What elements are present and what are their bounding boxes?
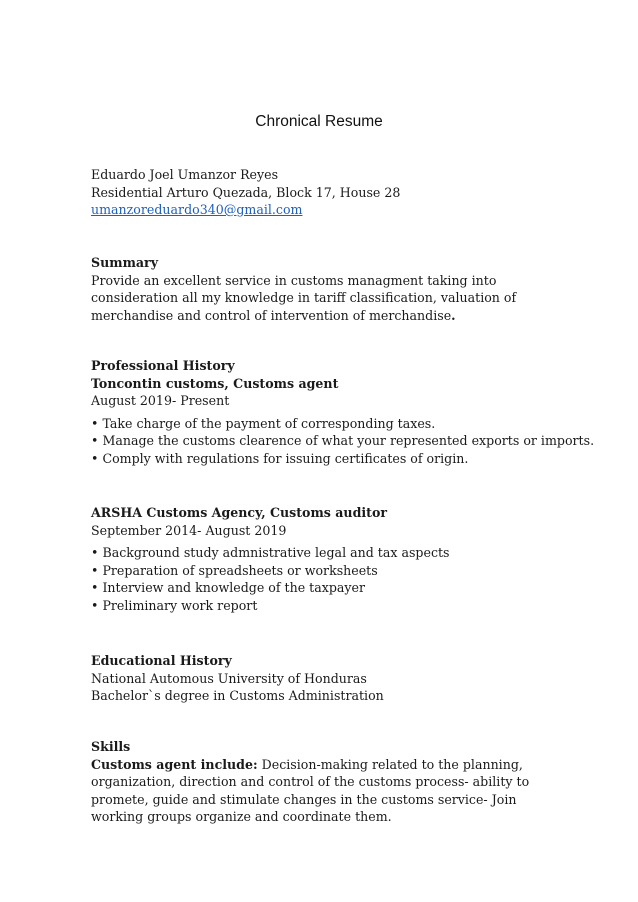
education-degree: Bachelor`s degree in Customs Administration xyxy=(91,688,384,703)
contact-name: Eduardo Joel Umanzor Reyes xyxy=(91,167,279,182)
summary-end-mark: . xyxy=(451,307,456,323)
summary-section xyxy=(91,254,551,324)
job-bullet: • Interview and knowledge of the taxpayer xyxy=(91,579,551,597)
skills-heading: Skills xyxy=(91,739,131,754)
skills-text: Decision-making related to the planning, organization, direction and control of the customs process- ability to promete, guide and stimulate changes in the customs service- Join working groups organize and coordinate them. xyxy=(91,756,530,824)
job-bullet: • Take charge of the payment of corresponding taxes. xyxy=(91,415,551,433)
contact-address: Residential Arturo Quezada, Block 17, House 28 xyxy=(91,184,401,200)
summary-text xyxy=(91,272,551,325)
job-dates: September 2014- August 2019 xyxy=(91,522,287,538)
job-bullet-list xyxy=(91,415,595,468)
summary-heading: Summary xyxy=(91,255,159,270)
professional-history-section xyxy=(91,357,595,467)
education-section xyxy=(91,652,551,705)
job-dates: August 2019- Present xyxy=(91,393,230,408)
job-bullet-list xyxy=(91,544,551,614)
job-bullet: • Background study admnistrative legal and tax aspects xyxy=(91,544,551,562)
job-title: Toncontin customs, Customs agent xyxy=(91,375,339,391)
job-title: ARSHA Customs Agency, Customs auditor xyxy=(91,505,388,520)
job-bullet: • Manage the customs clearence of what your represented exports or imports. xyxy=(91,432,551,450)
document-title: Chronical Resume xyxy=(255,113,383,130)
job-block-arsha xyxy=(91,504,551,614)
education-school: National Automous University of Honduras xyxy=(91,670,367,686)
skills-section xyxy=(91,738,551,826)
skills-paragraph xyxy=(91,756,551,826)
job-bullet: • Preliminary work report xyxy=(91,597,551,615)
professional-history-heading: Professional History xyxy=(91,358,235,373)
summary-body: Provide an excellent service in customs managment taking into consideration all my knowledge in tariff classification, valuation of merchandise and control of intervention of merchandise xyxy=(91,272,517,323)
skills-label: Customs agent include: xyxy=(91,756,258,772)
education-heading: Educational History xyxy=(91,653,232,668)
job-bullet: • Comply with regulations for issuing certificates of origin. xyxy=(91,450,551,468)
job-bullet: • Preparation of spreadsheets or worksheets xyxy=(91,562,551,580)
contact-block xyxy=(91,166,551,219)
contact-email-link[interactable]: umanzoreduardo340@gmail.com xyxy=(91,202,303,217)
